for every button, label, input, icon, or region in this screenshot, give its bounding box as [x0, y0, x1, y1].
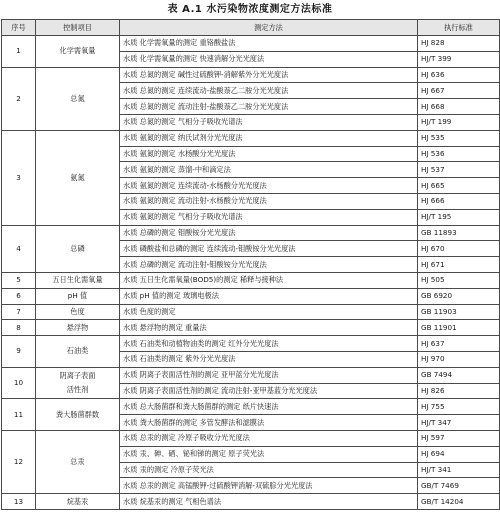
standard-cell: HJ/T 199	[418, 114, 500, 130]
table-row	[2, 399, 500, 415]
header-method: 测定方法	[120, 20, 418, 36]
method-cell: 水质 氨氮的测定 纳氏试剂分光光度法	[120, 130, 418, 146]
method-cell: 水质 总磷的测定 钼酸铵分光光度法	[120, 225, 418, 241]
seq-cell: 8	[2, 320, 36, 336]
method-cell: 水质 磷酸盐和总磷的测定 连续流动-钼酸铵分光光度法	[120, 241, 418, 257]
control-item-cell: 总汞	[36, 430, 120, 493]
table-row	[2, 272, 500, 288]
method-cell: 水质 氨氮的测定 水杨酸分光光度法	[120, 146, 418, 162]
method-cell: 水质 pH 值的测定 玻璃电极法	[120, 288, 418, 304]
method-cell: 水质 氨氮的测定 流动注射-水杨酸分光光度法	[120, 193, 418, 209]
method-cell: 水质 总氮的测定 碱性过硫酸钾-消解紫外分光光度法	[120, 67, 418, 83]
control-item-line: 活性剂	[66, 385, 89, 395]
control-item-cell: 悬浮物	[36, 320, 120, 336]
table-row	[2, 320, 500, 336]
method-cell: 水质 色度的测定	[120, 304, 418, 320]
seq-cell: 4	[2, 225, 36, 272]
seq-cell: 12	[2, 430, 36, 493]
standard-cell: GB 7494	[418, 367, 500, 383]
table-row	[2, 304, 500, 320]
table-row	[2, 36, 500, 52]
standard-cell: HJ 970	[418, 351, 500, 367]
standards-table	[1, 19, 500, 510]
seq-cell: 9	[2, 336, 36, 368]
seq-cell: 6	[2, 288, 36, 304]
control-item-line: 阴离子表面	[59, 371, 96, 381]
standard-cell: GB 11903	[418, 304, 500, 320]
method-cell: 水质 总氮的测定 气相分子吸收光谱法	[120, 114, 418, 130]
standard-cell: HJ 670	[418, 241, 500, 257]
control-item-cell: 总磷	[36, 225, 120, 272]
table-body	[2, 36, 500, 510]
method-cell: 水质 汞的测定 冷原子荧光法	[120, 462, 418, 478]
table-row	[2, 336, 500, 352]
header-seq: 序号	[2, 20, 36, 36]
method-cell: 水质 总汞的测定 冷原子吸收分光光度法	[120, 430, 418, 446]
table-title: 表 A.1 水污染物浓度测定方法标准	[167, 4, 333, 15]
standard-cell: HJ 537	[418, 162, 500, 178]
standard-cell: HJ/T 347	[418, 415, 500, 431]
standard-cell: HJ/T 195	[418, 209, 500, 225]
standard-cell: HJ 597	[418, 430, 500, 446]
method-cell: 水质 氨氮的测定 气相分子吸收光谱法	[120, 209, 418, 225]
standard-cell: HJ 694	[418, 446, 500, 462]
table-row	[2, 494, 500, 510]
table-row	[2, 430, 500, 446]
control-item-cell: 石油类	[36, 336, 120, 368]
control-item-cell: 五日生化需氧量	[36, 272, 120, 288]
standard-cell: HJ 535	[418, 130, 500, 146]
standard-cell: HJ 671	[418, 257, 500, 273]
standard-cell: HJ 668	[418, 99, 500, 115]
seq-cell: 3	[2, 130, 36, 225]
method-cell: 水质 氨氮的测定 蒸馏-中和滴定法	[120, 162, 418, 178]
header-row	[2, 20, 500, 36]
method-cell: 水质 阴离子表面活性剂的测定 亚甲蓝分光光度法	[120, 367, 418, 383]
control-item-cell: 氨氮	[36, 130, 120, 225]
standard-cell: HJ 667	[418, 83, 500, 99]
standard-cell: GB 11901	[418, 320, 500, 336]
method-cell: 水质 总汞的测定 高锰酸钾-过硫酸钾消解-双硫腙分光光度法	[120, 478, 418, 494]
standard-cell: HJ 665	[418, 178, 500, 194]
method-cell: 水质 氨氮的测定 连续流动-水杨酸分光光度法	[120, 178, 418, 194]
method-cell: 水质 悬浮物的测定 重量法	[120, 320, 418, 336]
method-cell: 水质 总氮的测定 流动注射-盐酸萘乙二胺分光光度法	[120, 99, 418, 115]
control-item-cell: 烷基汞	[36, 494, 120, 510]
standard-cell: GB 6920	[418, 288, 500, 304]
table-row	[2, 288, 500, 304]
control-item-cell: 总氮	[36, 67, 120, 130]
seq-cell: 13	[2, 494, 36, 510]
control-item-cell: 化学需氧量	[36, 36, 120, 68]
method-cell: 水质 总氮的测定 连续流动-盐酸萘乙二胺分光光度法	[120, 83, 418, 99]
method-cell: 水质 总磷的测定 流动注射-钼酸铵分光光度法	[120, 257, 418, 273]
standard-cell: HJ 637	[418, 336, 500, 352]
standard-cell: HJ 536	[418, 146, 500, 162]
seq-cell: 11	[2, 399, 36, 431]
standard-cell: HJ 828	[418, 36, 500, 52]
control-item-cell	[36, 367, 120, 399]
header-standard: 执行标准	[418, 20, 500, 36]
table-header	[2, 20, 500, 36]
method-cell: 水质 总大肠菌群和粪大肠菌群的测定 纸片快速法	[120, 399, 418, 415]
standard-cell: GB/T 7469	[418, 478, 500, 494]
standard-cell: HJ 666	[418, 193, 500, 209]
method-cell: 水质 化学需氧量的测定 重铬酸盐法	[120, 36, 418, 52]
control-item-cell: 色度	[36, 304, 120, 320]
seq-cell: 10	[2, 367, 36, 399]
table-row	[2, 67, 500, 83]
method-cell: 水质 五日生化需氧量(BOD5)的测定 稀释与接种法	[120, 272, 418, 288]
table-row	[2, 225, 500, 241]
standard-cell: HJ 636	[418, 67, 500, 83]
method-cell: 水质 烷基汞的测定 气相色谱法	[120, 494, 418, 510]
method-cell: 水质 阴离子表面活性剂的测定 流动注射-亚甲基蓝分光光度法	[120, 383, 418, 399]
method-cell: 水质 汞、砷、硒、铋和锑的测定 原子荧光法	[120, 446, 418, 462]
seq-cell: 7	[2, 304, 36, 320]
standard-cell: GB/T 14204	[418, 494, 500, 510]
standard-cell: HJ/T 399	[418, 51, 500, 67]
standard-cell: GB 11893	[418, 225, 500, 241]
seq-cell: 5	[2, 272, 36, 288]
seq-cell: 2	[2, 67, 36, 130]
control-item-cell: pH 值	[36, 288, 120, 304]
table-row	[2, 367, 500, 383]
standard-cell: HJ/T 341	[418, 462, 500, 478]
standard-cell: HJ 826	[418, 383, 500, 399]
method-cell: 水质 化学需氧量的测定 快速消解分光光度法	[120, 51, 418, 67]
control-item-cell: 粪大肠菌群数	[36, 399, 120, 431]
header-item: 控制项目	[36, 20, 120, 36]
method-cell: 水质 石油类的测定 紫外分光光度法	[120, 351, 418, 367]
table-row	[2, 130, 500, 146]
standard-cell: HJ 505	[418, 272, 500, 288]
method-cell: 水质 石油类和动植物油类的测定 红外分光光度法	[120, 336, 418, 352]
seq-cell: 1	[2, 36, 36, 68]
method-cell: 水质 粪大肠菌群的测定 多管发酵法和滤膜法	[120, 415, 418, 431]
standard-cell: HJ 755	[418, 399, 500, 415]
